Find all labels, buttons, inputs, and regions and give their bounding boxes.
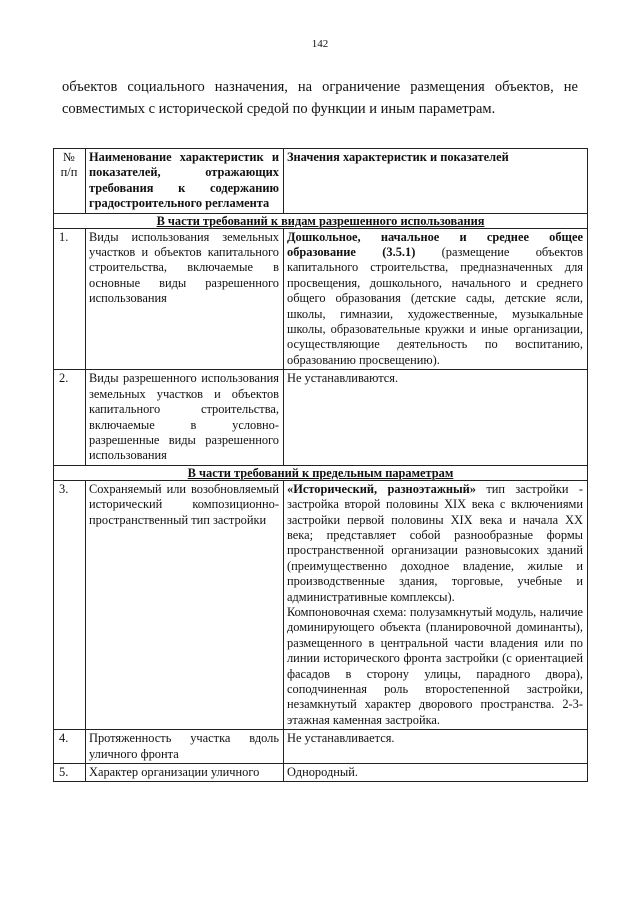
section-title-permitted-use: В части требований к видам разрешенного использования (54, 213, 588, 228)
regulation-table (53, 148, 588, 782)
row-value: Не устанавливаются. (284, 370, 588, 465)
table-row (54, 480, 588, 730)
table-row (54, 228, 588, 370)
row-value (284, 480, 588, 730)
intro-paragraph (62, 76, 578, 120)
row-name: Виды использования земельных участков и объектов капитального строительства, включаемые в основные виды разрешенного использования (86, 228, 284, 370)
section-row (54, 213, 588, 228)
row-value-text: тип застройки - застройка второй половины XIX века с включениями застройки первой половины XIX века и начала XX века; представляет собой разнообразные формы пространственной организации разновысоких зданий (преимущественно доходное владение, жилые и производственные здания, торговые, учебные и административные комплексы). (287, 481, 583, 604)
row-value-bold: Дошкольное, начальное и среднее общее образование (3.5.1) (287, 229, 583, 260)
row-name: Протяженность участка вдоль уличного фронта (86, 730, 284, 764)
row-name: Виды разрешенного использования земельных участков и объектов капитального строительства, включаемые в условно-разрешенные виды разрешенного использования (86, 370, 284, 465)
row-value-paragraph-2: Компоновочная схема: полузамкнутый модуль, наличие доминирующего объекта (планировочной доминанты), размещенного в центральной части владения или по линии исторического фронта застройки (с ориентацией фасадов в сторону улицы, парадного двора), соподчиненная роль второстепенной застройки, незамкнутый характер дворового пространства. 2-3-этажная каменная застройка. (287, 604, 583, 727)
row-name: Сохраняемый или возобновляемый исторический композиционно-пространственный тип застройки (86, 480, 284, 730)
table-row (54, 764, 588, 782)
row-value: Не устанавливается. (284, 730, 588, 764)
row-value-bold: «Исторический, разноэтажный» (287, 481, 476, 496)
table-header-row (54, 149, 588, 214)
row-num: 4. (54, 730, 86, 764)
row-name: Характер организации уличного (86, 764, 284, 782)
header-name: Наименование характеристик и показателей, отражающих требования к содержанию градостроительного регламента (86, 149, 284, 214)
row-value (284, 228, 588, 370)
row-num: 5. (54, 764, 86, 782)
page-number: 142 (311, 38, 329, 50)
row-num: 3. (54, 480, 86, 730)
row-num: 2. (54, 370, 86, 465)
table-row (54, 730, 588, 764)
section-title-limit-params: В части требований к предельным параметрам (54, 465, 588, 480)
table-row (54, 370, 588, 465)
header-value: Значения характеристик и показателей (284, 149, 588, 214)
row-value: Однородный. (284, 764, 588, 782)
row-value-text: (размещение объектов капитального строительства, предназначенных для просвещения, дошкольного, начального и среднего общего образования (детские сады, детские ясли, школы, гимназии, художественные, музыкальные школы, образовательные кружки и иные организации, осуществляющие деятельность по воспитанию, образованию просвещению). (287, 245, 583, 367)
section-row (54, 465, 588, 480)
row-num: 1. (54, 228, 86, 370)
header-num: № п/п (54, 149, 86, 214)
intro-line-1: объектов социального назначения, на ограничение размещения объектов, не (62, 79, 578, 95)
intro-line-2: совместимых с исторической средой по функции и иным параметрам. (62, 101, 496, 117)
